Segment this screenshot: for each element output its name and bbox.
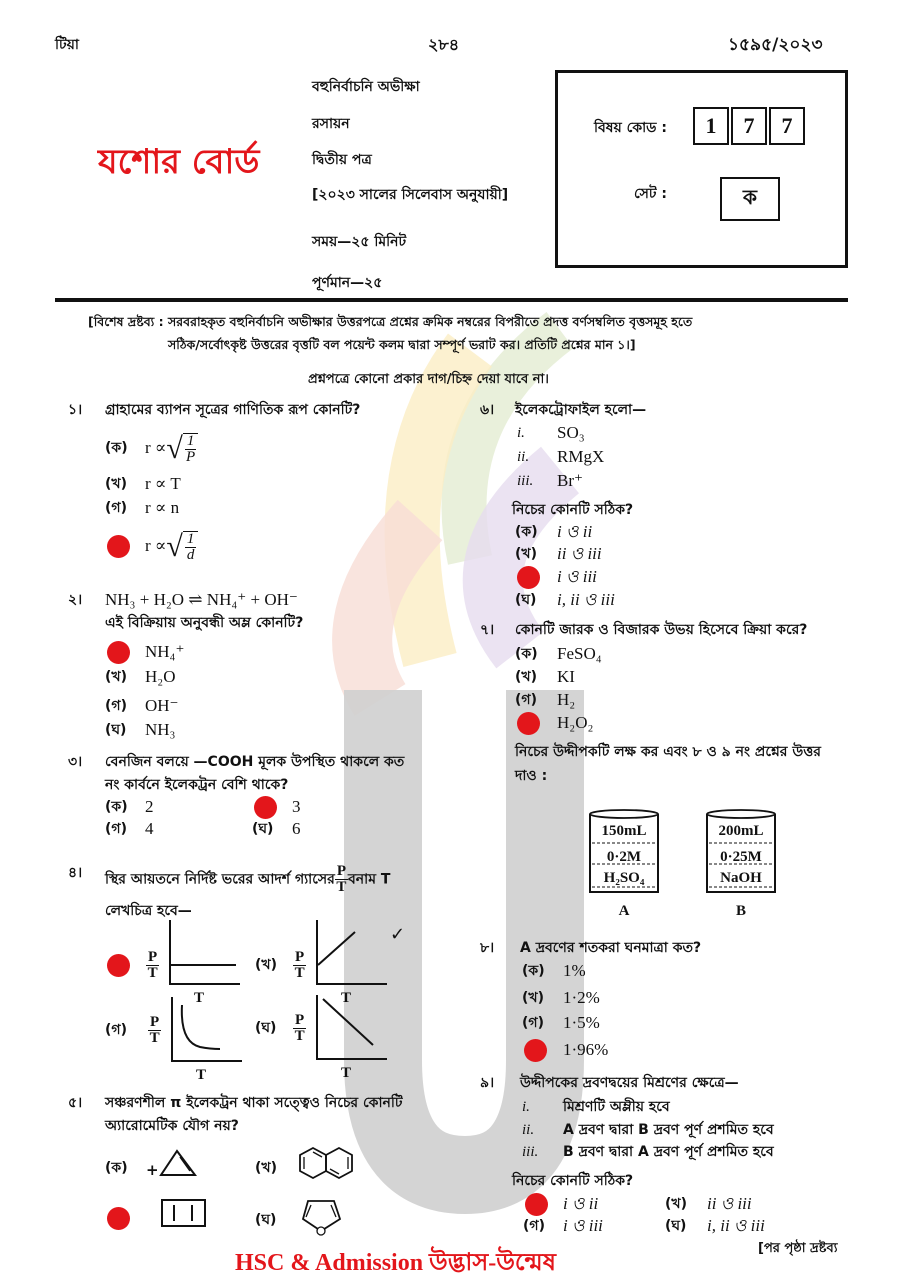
beaker-volume: 150mL: [601, 823, 647, 839]
beaker-concentration: 0·2M: [606, 849, 642, 865]
prompt-text: নিচের কোনটি সঠিক?: [512, 502, 634, 518]
option-text: 4: [145, 819, 154, 838]
beaker-concentration: 0·25M: [720, 849, 762, 865]
option-text: 3: [292, 797, 301, 816]
statement-roman: i.: [517, 425, 525, 441]
option-text: i ও iii: [563, 1216, 603, 1235]
option-text: NH₄⁺: [145, 642, 185, 661]
question-number: ৭।: [480, 622, 495, 638]
pyrrole-structure: [300, 1195, 344, 1239]
question-number: ৩।: [68, 754, 83, 770]
graph-x-axis-label: T: [196, 1067, 207, 1083]
statement-text: Br⁺: [557, 471, 583, 490]
statement-text: RMgX: [557, 447, 605, 466]
question-number: ৬।: [480, 402, 495, 418]
answer-filled-bubble[interactable]: [107, 1207, 130, 1230]
statement-text: B দ্রবণ দ্বারা A দ্রবণ পূর্ণ প্রশমিত হবে: [563, 1144, 774, 1160]
answer-filled-bubble[interactable]: [524, 1039, 547, 1062]
cyclopropenyl-cation-structure: [158, 1148, 198, 1178]
question-number: ৫।: [68, 1095, 83, 1111]
formula-prefix: r ∝: [145, 535, 167, 555]
option-label: (ক): [522, 963, 545, 979]
option-text: i, ii ও iii: [557, 590, 615, 609]
option-text: ii ও iii: [707, 1194, 752, 1213]
set-label: সেট :: [634, 186, 668, 202]
formula-prefix: r ∝: [145, 437, 167, 457]
option-text: i ও ii: [563, 1194, 599, 1213]
question-text: এই বিক্রিয়ায় অনুবন্ধী অম্ল কোনটি?: [105, 615, 304, 631]
graph-increasing: [315, 920, 387, 986]
statement-text: মিশ্রণটি অম্লীয় হবে: [563, 1099, 670, 1115]
option-label: (গ): [105, 698, 127, 714]
stimulus-text: নিচের উদ্দীপকটি লক্ষ কর এবং ৮ ও ৯ নং প্রশ্নের উত্তর: [515, 744, 821, 760]
option-label: (খ): [515, 669, 537, 685]
fraction: [146, 950, 159, 981]
subject-code-label: বিষয় কোড :: [594, 120, 667, 136]
syllabus-note: [২০২৩ সালের সিলেবাস অনুযায়ী]: [312, 187, 509, 203]
option-text: 1·2%: [563, 988, 600, 1007]
numerator: P: [336, 863, 346, 879]
option-formula: [145, 433, 198, 465]
option-text: 1·5%: [563, 1013, 600, 1032]
answer-filled-bubble[interactable]: [525, 1193, 548, 1216]
page-number: ২৮৪: [428, 35, 460, 54]
numerator: 1: [186, 531, 195, 547]
cyclobutadiene-structure: [160, 1198, 208, 1228]
subject-code-digit: 7: [731, 107, 767, 145]
instruction-line-1: [বিশেষ দ্রষ্টব্য : সরবরাহকৃত বহুনির্বাচনি অভীক্ষার উত্তরপত্রে প্রশ্নের ক্রমিক নম্বরের বিপরীতে প্রদত্ত বর্ণসম্বলিত বৃত্তসমূহ হতে: [88, 314, 693, 329]
reaction-equation: NH₃ + H₂O ⇌ NH₄⁺ + OH⁻: [105, 590, 298, 609]
option-text: OH⁻: [145, 696, 179, 715]
graph-x-axis-label: T: [194, 990, 205, 1006]
statement-roman: ii.: [517, 449, 530, 465]
option-label: (ঘ): [255, 1212, 277, 1228]
option-label: (খ): [665, 1196, 687, 1212]
option-text: ii ও iii: [557, 544, 602, 563]
cation-charge: +: [146, 1161, 159, 1179]
beaker-label: A: [618, 903, 630, 919]
question-text: গ্রাহামের ব্যাপন সূত্রের গাণিতিক রূপ কোনটি?: [105, 402, 361, 418]
question-number: ১।: [68, 402, 83, 418]
denominator: P: [186, 449, 196, 465]
option-label: (ঘ): [255, 1020, 277, 1036]
option-label: (খ): [105, 476, 127, 492]
question-text-cont: লেখচিত্র হবে—: [105, 903, 192, 919]
denominator: T: [336, 879, 347, 895]
code-box: [555, 70, 848, 268]
question-number: ৮।: [480, 940, 495, 956]
denominator: T: [147, 965, 158, 981]
question-text-cont: নং কার্বনে ইলেকট্রন বেশি থাকে?: [105, 777, 289, 793]
check-mark: ✓: [390, 924, 406, 945]
graph-y-axis-label: [146, 950, 159, 981]
fraction: [293, 950, 306, 981]
graph-constant: [168, 920, 240, 986]
option-text: H₂O: [145, 667, 176, 686]
stimulus-text-cont: দাও :: [515, 768, 548, 784]
question-text-cont: অ্যারোমেটিক যৌগ নয়?: [105, 1118, 239, 1134]
prompt-text: নিচের কোনটি সঠিক?: [512, 1173, 634, 1189]
numerator: P: [148, 949, 158, 965]
option-text: i, ii ও iii: [707, 1216, 765, 1235]
beaker-volume: 200mL: [718, 823, 764, 839]
option-label: (গ): [105, 500, 127, 516]
option-text: KI: [557, 667, 575, 686]
option-label: (খ): [255, 1160, 277, 1176]
fraction: [185, 532, 197, 563]
exam-time: সময়—২৫ মিনিট: [312, 234, 407, 250]
option-formula: [145, 531, 198, 563]
option-text: i ও ii: [557, 522, 593, 541]
graph-decreasing: [315, 995, 387, 1061]
option-text: i ও iii: [557, 567, 597, 586]
answer-filled-bubble[interactable]: [517, 712, 540, 735]
subject-name: রসায়ন: [312, 116, 350, 132]
denominator: T: [294, 965, 305, 981]
numerator: 1: [186, 433, 195, 449]
option-label: (খ): [105, 669, 127, 685]
question-number: ৯।: [480, 1075, 495, 1091]
option-label: (খ): [522, 990, 544, 1006]
statement-roman: i.: [522, 1099, 530, 1115]
option-label: (ক): [105, 1160, 128, 1176]
option-label: (গ): [523, 1218, 545, 1234]
fraction: [148, 1015, 161, 1046]
question-text: বেনজিন বলয়ে —COOH মূলক উপস্থিত থাকলে কত: [105, 754, 405, 770]
question-text: [105, 864, 390, 895]
option-label: (গ): [105, 1022, 127, 1038]
graph-hyperbolic-decay: [170, 997, 242, 1063]
option-text: 6: [292, 819, 301, 838]
option-label: (খ): [515, 546, 537, 562]
numerator: P: [150, 1014, 160, 1030]
paper-name: দ্বিতীয় পত্র: [312, 152, 372, 168]
fraction: [293, 1013, 306, 1044]
option-label: (ঘ): [515, 592, 537, 608]
question-text: কোনটি জারক ও বিজারক উভয় হিসেবে ক্রিয়া করে?: [515, 622, 808, 638]
option-label: (ক): [105, 799, 128, 815]
header-left: টিয়া: [55, 37, 79, 53]
option-label: (গ): [515, 692, 537, 708]
denominator: T: [294, 1028, 305, 1044]
option-text: 1%: [563, 961, 586, 980]
question-text-part: বনাম T: [348, 871, 391, 888]
graph-y-axis-label: [293, 950, 306, 981]
option-label: (ঘ): [105, 722, 127, 738]
board-title: যশোর বোর্ড: [98, 142, 260, 182]
beaker-solute: H₂SO₄: [603, 870, 645, 886]
numerator: P: [295, 949, 305, 965]
question-text: সঞ্চরণশীল π ইলেকট্রন থাকা সত্ত্বেও নিচের কোনটি: [105, 1095, 403, 1111]
subject-code-digit: 1: [693, 107, 729, 145]
question-number: ৪।: [68, 865, 83, 881]
fraction: [335, 864, 348, 895]
option-label: (খ): [255, 957, 277, 973]
naphthalene-structure: [298, 1146, 358, 1182]
statement-text: A দ্রবণ দ্বারা B দ্রবণ পূর্ণ প্রশমিত হবে: [563, 1122, 774, 1138]
option-text: NH₃: [145, 720, 176, 739]
option-label: (ঘ): [665, 1218, 687, 1234]
full-marks: পূর্ণমান—২৫: [312, 275, 383, 291]
square-root: √ $\frac{1}{d}$: [166, 531, 198, 563]
option-label: (গ): [105, 821, 127, 837]
option-label: (ক): [515, 524, 538, 540]
graph-y-axis-label: [148, 1015, 161, 1046]
question-text: A দ্রবণের শতকরা ঘনমাত্রা কত?: [520, 940, 702, 956]
graph-y-axis-label: [293, 1013, 306, 1044]
question-number: ২।: [68, 592, 83, 608]
statement-roman: iii.: [522, 1144, 539, 1160]
option-text: 2: [145, 797, 154, 816]
watermark-text: HSC & Admission উদ্ভাস-উন্মেষ: [235, 1250, 556, 1276]
option-label: (ক): [105, 440, 128, 456]
divider: [55, 298, 848, 302]
denominator: T: [149, 1030, 160, 1046]
question-text: ইলেকট্রোফাইল হলো—: [515, 402, 647, 418]
exam-type: বহুনির্বাচনি অভীক্ষা: [312, 79, 420, 95]
option-label: (ক): [515, 646, 538, 662]
denominator: d: [186, 547, 195, 563]
option-label: (গ): [522, 1015, 544, 1031]
option-text: r ∝ n: [145, 498, 180, 517]
square-root: √ $\frac{1}{P}$: [166, 433, 198, 465]
numerator: P: [295, 1012, 305, 1028]
marking-note: প্রশ্নপত্রে কোনো প্রকার দাগ/চিহ্ন দেয়া যাবে না।: [308, 372, 549, 387]
answer-filled-bubble[interactable]: [107, 641, 130, 664]
beaker-solute: NaOH: [720, 870, 762, 886]
option-text: H₂O₂: [557, 713, 594, 732]
option-text: H₂: [557, 690, 576, 709]
statement-text: SO₃: [557, 423, 585, 442]
answer-filled-bubble[interactable]: [107, 954, 130, 977]
question-code: ১৫৯৫/২০২৩: [728, 35, 823, 55]
option-text: FeSO₄: [557, 644, 602, 663]
next-page-note: [পর পৃষ্ঠা দ্রষ্টব্য: [758, 1241, 838, 1256]
statement-roman: ii.: [522, 1122, 535, 1138]
answer-filled-bubble[interactable]: [107, 535, 130, 558]
answer-filled-bubble[interactable]: [254, 796, 277, 819]
instruction-line-2: সঠিক/সর্বোৎকৃষ্ট উত্তরের বৃত্তটি বল পয়েন্ট কলম দ্বারা সম্পূর্ণ ভরাট কর। প্রতিটি প্রশ্নের মান ১।]: [168, 337, 636, 352]
graph-x-axis-label: T: [341, 1065, 352, 1081]
fraction: [185, 434, 197, 465]
question-text-part: স্থির আয়তনে নির্দিষ্ট ভরের আদর্শ গ্যাসের: [105, 871, 335, 888]
beaker-label: B: [735, 903, 746, 919]
statement-roman: iii.: [517, 473, 534, 489]
question-text: উদ্দীপকের দ্রবণদ্বয়ের মিশ্রণের ক্ষেত্রে—: [520, 1075, 739, 1091]
option-text: 1·96%: [563, 1040, 609, 1059]
graph-x-axis-label: T: [341, 990, 352, 1006]
subject-code-digit: 7: [769, 107, 805, 145]
option-text: r ∝ T: [145, 474, 181, 493]
set-value: ক: [720, 177, 780, 221]
option-label: (ঘ): [252, 821, 274, 837]
answer-filled-bubble[interactable]: [517, 566, 540, 589]
